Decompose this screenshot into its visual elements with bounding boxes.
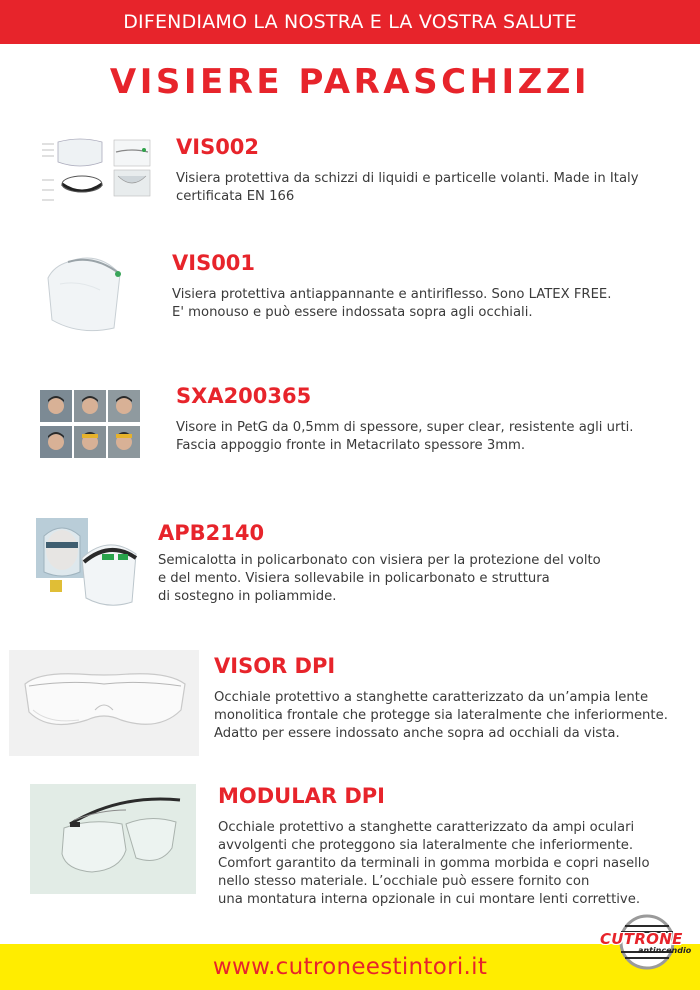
product-sxa200365	[176, 383, 633, 455]
product-code: VIS002	[176, 135, 260, 159]
top-banner: DIFENDIAMO LA NOSTRA E LA VOSTRA SALUTE	[0, 0, 700, 44]
product-apb2140	[158, 520, 601, 606]
logo-text: CUTRONE	[600, 930, 683, 948]
apb2140-image	[36, 518, 140, 610]
product-description: Occhiale protettivo a stanghette caratterizzato da un’ampia lente monolitica frontale che protegge sia lateralmente che inferiormente. Adatto per essere indossato anche sopra ad occhiali da vista.	[214, 690, 668, 741]
product-modular-dpi	[218, 783, 650, 909]
product-description: Visiera protettiva da schizzi di liquidi e particelle volanti. Made in Italy certificata EN 166	[176, 171, 639, 204]
product-description: Visiera protettiva antiappannante e antiriflesso. Sono LATEX FREE. E' monouso e può essere indossata sopra agli occhiali.	[172, 287, 612, 320]
visor-dpi-image	[9, 650, 199, 756]
product-code: APB2140	[158, 521, 265, 545]
product-vis002	[176, 134, 639, 206]
product-visor-dpi	[214, 653, 668, 743]
product-vis001	[172, 250, 611, 322]
product-description: Occhiale protettivo a stanghette caratterizzato da ampi oculari avvolgenti che proteggono sia lateralmente che inferiormente. Comfort garantito da terminali in gomma morbida e copri nasello nello stesso materiale. L’occhiale può essere fornito con una montatura interna opzionale in cui montare lenti correttive.	[218, 820, 650, 907]
logo-subtext: antincendio	[638, 946, 692, 955]
page-title: VISIERE PARASCHIZZI	[109, 62, 591, 102]
product-code: SXA200365	[176, 384, 312, 408]
vis001-image	[40, 244, 140, 336]
product-code: MODULAR DPI	[218, 784, 385, 808]
vis002-image	[40, 136, 160, 212]
product-code: VISOR DPI	[214, 654, 336, 678]
product-code: VIS001	[172, 251, 256, 275]
sxa200365-image	[40, 388, 140, 460]
product-description: Semicalotta in policarbonato con visiera per la protezione del volto e del mento. Visiera sollevabile in policarbonato e struttura di sostegno in poliammide.	[158, 553, 601, 604]
website-link[interactable]: www.cutroneestintori.it	[212, 954, 488, 980]
modular-dpi-image	[30, 784, 196, 894]
product-description: Visore in PetG da 0,5mm di spessore, super clear, resistente agli urti. Fascia appoggio fronte in Metacrilato spessore 3mm.	[176, 420, 634, 453]
footer-bar	[0, 944, 700, 990]
